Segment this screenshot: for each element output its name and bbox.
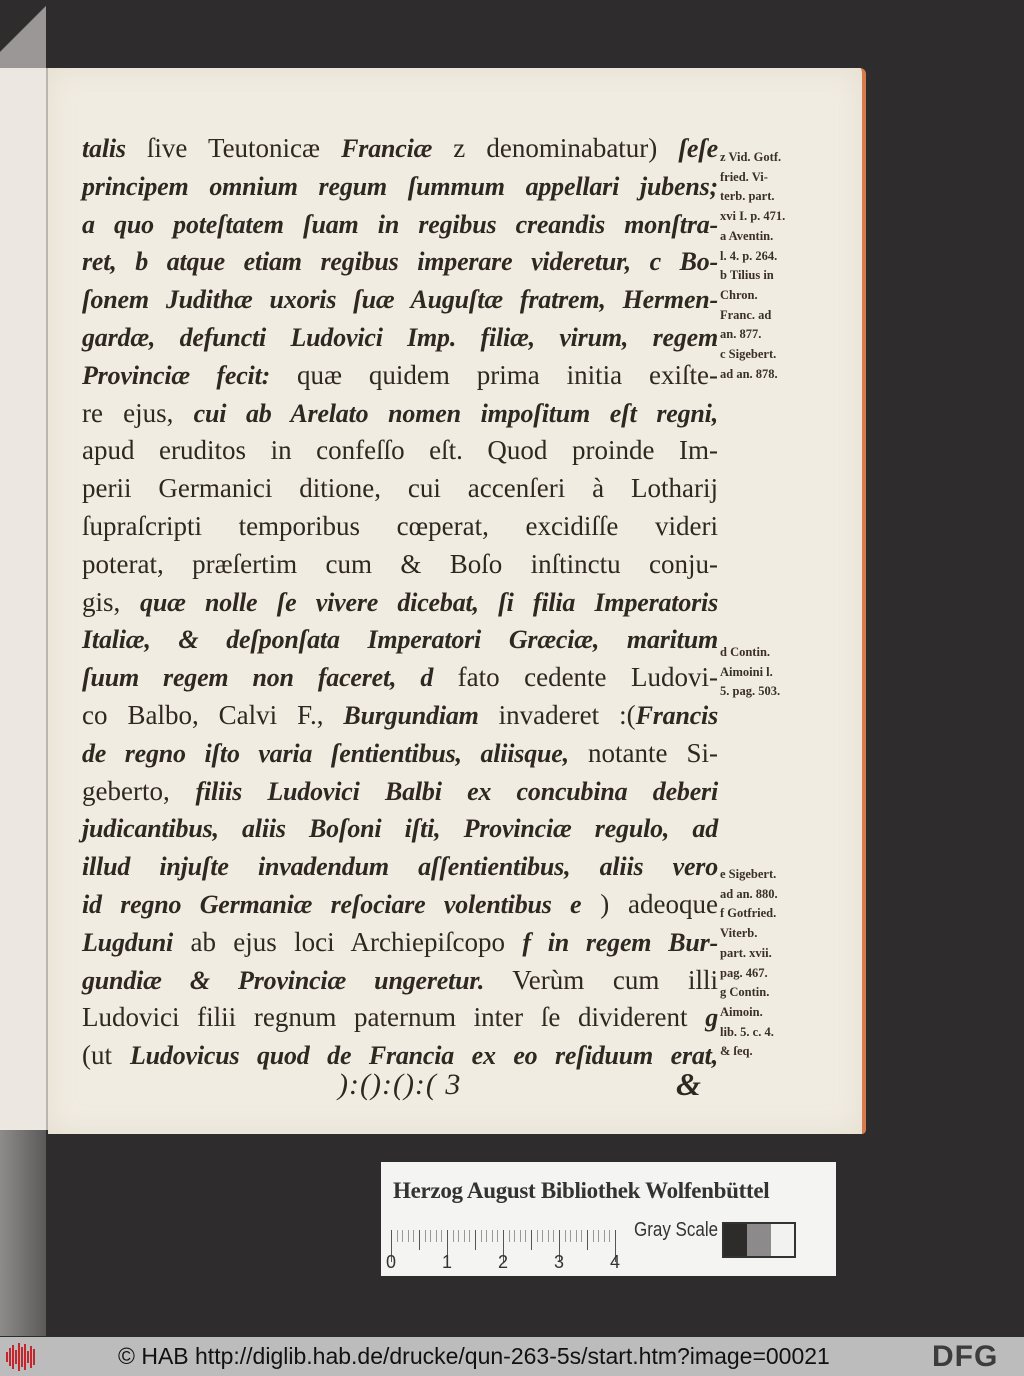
text-line	[82, 773, 718, 811]
roman-text: co Balbo, Calvi F.,	[82, 699, 344, 730]
ruler-tick	[553, 1230, 554, 1242]
gray-scale-swatches	[722, 1222, 796, 1258]
ruler-tick	[425, 1230, 426, 1242]
ruler-tick	[458, 1230, 459, 1242]
margin-note: an. 877.	[720, 327, 762, 342]
roman-text: z denominabatur)	[432, 133, 679, 163]
margin-note: ad an. 878.	[720, 366, 778, 381]
ruler-tick	[475, 1230, 476, 1250]
italic-text: principem omnium regum ſummum appellari jubens;	[82, 171, 718, 201]
ruler-tick	[441, 1230, 442, 1242]
margin-note: d Contin.	[720, 645, 771, 659]
text-line	[82, 584, 718, 622]
text-line	[82, 999, 718, 1037]
roman-text: gis,	[82, 586, 141, 617]
margin-note: Aimoini l.	[720, 664, 773, 679]
roman-text: geberto,	[82, 775, 196, 806]
ruler-tick	[542, 1230, 543, 1242]
roman-text: Verùm cum illi	[484, 964, 718, 995]
italic-text: f in regem Bur-	[522, 927, 719, 957]
text-line	[82, 962, 718, 1000]
italic-text: talis	[82, 134, 126, 163]
left-page-fold	[0, 0, 46, 68]
italic-text: Burgundiam	[343, 700, 479, 730]
text-line	[82, 243, 718, 281]
ruler-number: 0	[386, 1252, 397, 1272]
signature-mark: ):():():( 3	[338, 1068, 462, 1101]
margin-note: g Contin.	[720, 985, 770, 1000]
roman-text: apud eruditos in confeſſo eſt. Quod proinde Im-	[82, 435, 718, 466]
ruler-tick	[419, 1230, 420, 1250]
text-line	[82, 546, 718, 584]
ruler-tick	[537, 1230, 538, 1242]
italic-text: id regno Germaniæ reſociare volentibus e	[82, 889, 582, 919]
italic-text: gundiæ & Provinciæ ungeretur.	[82, 965, 485, 995]
roman-text: re ejus,	[82, 397, 194, 428]
margin-note: xvi I. p. 471.	[720, 209, 786, 224]
italic-text: cui ab Arelato nomen impoſitum eſt regni,	[193, 398, 718, 428]
text-line	[82, 697, 718, 735]
roman-text: ſupraſcripti temporibus cœperat, excidiſſe videri	[82, 510, 718, 541]
ruler	[386, 1212, 631, 1272]
italic-text: quæ nolle ſe vivere dicebat, ſi filia Imperatoris	[140, 587, 718, 617]
text-line	[82, 130, 718, 168]
italic-text: ſeſe	[678, 134, 718, 163]
text-line	[82, 621, 718, 659]
library-name: Herzog August Bibliothek Wolfenbüttel	[393, 1178, 770, 1203]
ruler-number: 4	[610, 1252, 621, 1272]
text-line	[82, 810, 718, 848]
roman-text: notante Si-	[568, 737, 719, 768]
margin-note: b Tilius in	[720, 268, 774, 283]
italic-text: Lugduni	[82, 927, 174, 957]
ruler-tick	[576, 1230, 577, 1242]
margin-note: Aimoin.	[720, 1004, 763, 1019]
ruler-tick	[531, 1230, 532, 1250]
text-line	[82, 924, 718, 962]
color-calibration-card	[381, 1162, 836, 1276]
roman-text: ab ejus loci Archiepiſcopo	[173, 926, 523, 957]
margin-note: 5. pag. 503.	[720, 684, 781, 699]
ruler-tick	[486, 1230, 487, 1242]
footer-credit-link[interactable]: © HAB http://diglib.hab.de/drucke/qun-263-5s/start.htm?image=00021	[118, 1343, 830, 1369]
ruler-tick	[565, 1230, 566, 1242]
margin-note: terb. part.	[720, 189, 775, 204]
text-line	[82, 168, 718, 206]
roman-text: ) adeoque	[581, 888, 718, 919]
text-line	[82, 886, 718, 924]
ruler-tick	[587, 1230, 588, 1250]
text-line	[82, 659, 718, 697]
ruler-number: 2	[498, 1252, 509, 1272]
ruler-tick	[453, 1230, 454, 1242]
italic-text: Francis	[635, 700, 718, 730]
ruler-tick	[609, 1230, 610, 1242]
ruler-tick	[397, 1230, 398, 1242]
margin-note: fried. Vi-	[720, 169, 768, 184]
ruler-tick	[413, 1230, 414, 1242]
dfg-logo: DFG	[932, 1340, 999, 1373]
ruler-tick	[464, 1230, 465, 1242]
ruler-tick	[408, 1230, 409, 1242]
margin-note: e Sigebert.	[720, 867, 777, 881]
margin-note: & ſeq.	[720, 1044, 753, 1059]
margin-note: c Sigebert.	[720, 347, 777, 362]
gray-swatch	[771, 1224, 794, 1256]
roman-text: perii Germanici ditione, cui accenſeri à Lotharij	[82, 473, 718, 504]
previous-page-edge	[0, 68, 48, 1130]
italic-text: ſuum regem non faceret, d	[82, 663, 434, 693]
gray-swatch	[724, 1224, 747, 1256]
margin-note: lib. 5. c. 4.	[720, 1024, 774, 1039]
roman-text: (ut	[82, 1040, 130, 1071]
catchword: &	[676, 1066, 701, 1102]
italic-text: Franciæ	[341, 134, 433, 163]
ruler-tick	[402, 1230, 403, 1242]
text-line	[82, 281, 718, 319]
margin-note: Viterb.	[720, 926, 758, 941]
italic-text: Italiæ, & deſponſata Imperatori Græciæ, maritum	[82, 625, 718, 655]
ruler-tick	[570, 1230, 571, 1242]
ruler-tick	[497, 1230, 498, 1242]
roman-text: quæ quidem prima initia exiſte-	[270, 359, 718, 390]
gray-scale-label: Gray Scale	[634, 1219, 719, 1241]
ruler-tick	[481, 1230, 482, 1242]
roman-text: ſive Teutonicæ	[125, 133, 342, 163]
ruler-tick	[436, 1230, 437, 1242]
ruler-tick	[509, 1230, 510, 1242]
ruler-tick	[520, 1230, 521, 1242]
text-line	[82, 735, 718, 773]
ruler-tick	[430, 1230, 431, 1242]
page-holder-strip	[0, 1130, 46, 1336]
margin-note: a Aventin.	[720, 228, 774, 243]
text-line	[82, 848, 718, 886]
italic-text: a quo poteſtatem ſuam in regibus creandis monſtra-	[82, 209, 718, 239]
ruler-tick	[604, 1230, 605, 1242]
italic-text: judicantibus, aliis Boſoni iſti, Provinciæ regulo, ad	[82, 814, 718, 844]
italic-text: Ludovicus quod de Francia ex eo reſiduum erat,	[129, 1041, 718, 1071]
italic-text: gardæ, defuncti Ludovici Imp. filiæ, virum, regem	[82, 322, 718, 352]
ruler-number: 1	[442, 1252, 453, 1272]
hab-logo-icon	[6, 1343, 36, 1371]
roman-text: fato cedente Ludovi-	[433, 662, 718, 693]
roman-text: poterat, præſertim cum & Boſo inſtinctu conju-	[82, 548, 718, 579]
text-line	[82, 206, 718, 244]
roman-text: Ludovici filii regnum paternum inter ſe dividerent	[82, 1002, 706, 1033]
ruler-tick	[581, 1230, 582, 1242]
text-line	[82, 508, 718, 546]
margin-note: l. 4. p. 264.	[720, 248, 778, 263]
margin-note: ad an. 880.	[720, 886, 778, 901]
ruler-tick	[492, 1230, 493, 1242]
italic-text: filiis Ludovici Balbi ex concubina deberi	[195, 776, 718, 806]
ruler-number: 3	[554, 1252, 565, 1272]
margin-notes-group	[720, 643, 802, 702]
margin-note: Franc. ad	[720, 307, 772, 322]
margin-note: pag. 467.	[720, 965, 768, 980]
italic-text: ret, b atque etiam regibus imperare videretur, c Bo-	[82, 247, 718, 277]
margin-note: part. xvii.	[720, 945, 772, 960]
italic-text: ſonem Judithæ uxoris ſuæ Auguſtæ fratrem, Hermen-	[82, 285, 718, 315]
text-line	[82, 319, 718, 357]
margin-notes-group	[720, 865, 802, 1062]
gray-swatch	[747, 1224, 770, 1256]
margin-note: z Vid. Gotf.	[720, 150, 782, 164]
ruler-tick	[548, 1230, 549, 1242]
italic-text: illud injuſte invadendum aſſentientibus, aliis vero	[82, 852, 718, 882]
margin-note: Chron.	[720, 287, 758, 302]
book-page	[48, 68, 866, 1134]
text-line	[82, 357, 718, 395]
ruler-tick	[525, 1230, 526, 1242]
text-line	[82, 470, 718, 508]
text-line	[82, 395, 718, 433]
margin-note: f Gotfried.	[720, 906, 777, 921]
ruler-tick	[598, 1230, 599, 1242]
italic-text: g	[705, 1003, 718, 1033]
margin-notes-group	[720, 148, 802, 384]
body-text	[82, 130, 718, 1075]
ruler-tick	[514, 1230, 515, 1242]
italic-text: Provinciæ fecit:	[82, 360, 271, 390]
ruler-tick	[469, 1230, 470, 1242]
italic-text: de regno iſto varia ſentientibus, aliisque,	[82, 738, 569, 768]
text-line	[82, 432, 718, 470]
ruler-tick	[593, 1230, 594, 1242]
roman-text: invaderet :(	[478, 699, 636, 730]
footer-bar	[0, 1337, 1024, 1376]
